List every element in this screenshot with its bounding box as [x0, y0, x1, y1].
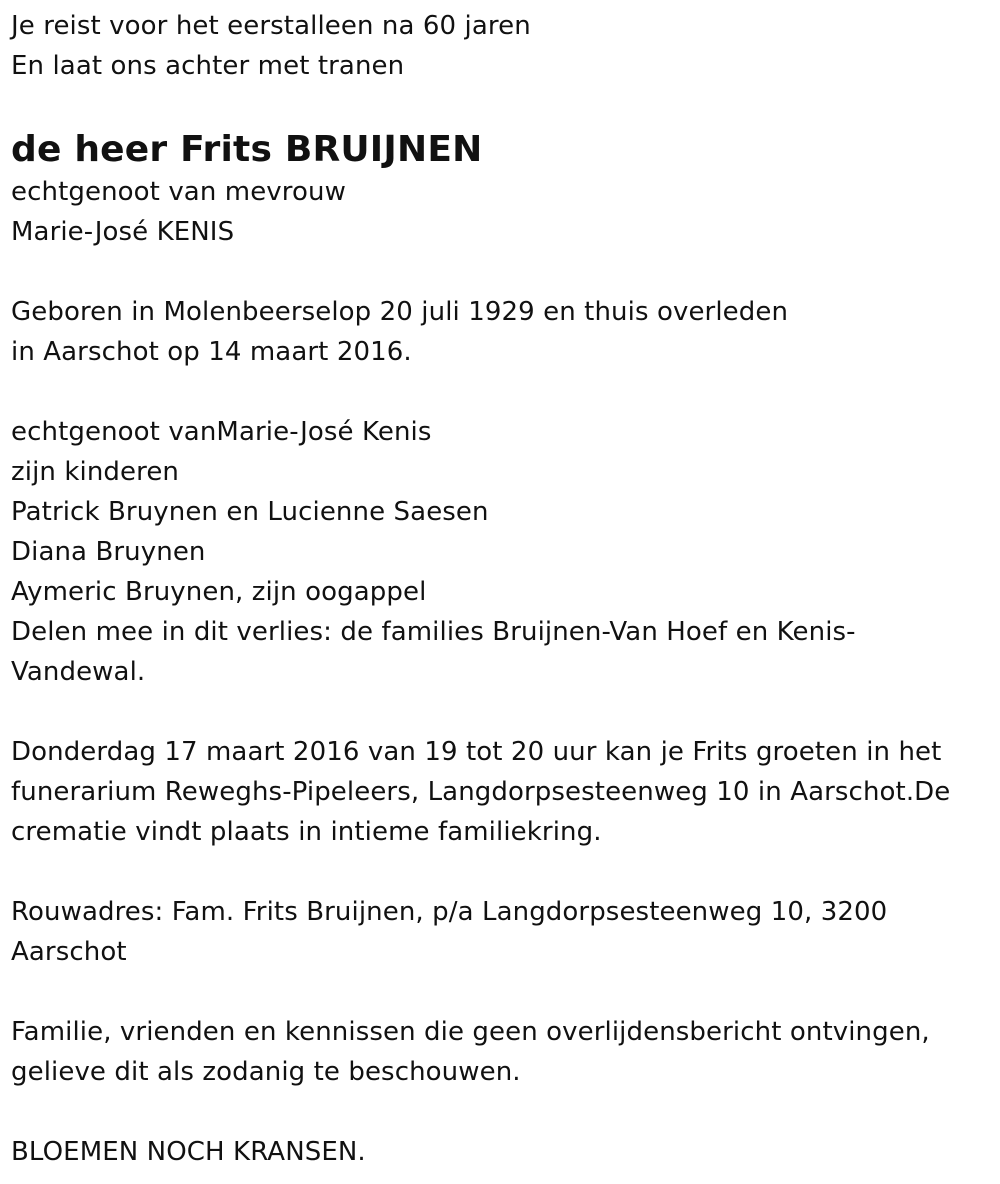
spacer — [11, 972, 986, 1012]
viewing-line-1: Donderdag 17 maart 2016 van 19 tot 20 uur kan je Frits groeten in het — [11, 737, 942, 767]
family-child-2: Diana Bruynen — [11, 537, 206, 567]
poem-block — [11, 6, 986, 86]
obituary-page — [11, 6, 986, 1172]
spacer — [11, 852, 986, 892]
spouse-line-1: echtgenoot van mevrouw — [11, 177, 346, 207]
family-block — [11, 412, 986, 692]
family-share-line-1: Delen mee in dit verlies: de families Bruijnen-Van Hoef en Kenis- — [11, 617, 856, 647]
poem-line-1: Je reist voor het eerstalleen na 60 jaren — [11, 11, 531, 41]
notice-line-1: Familie, vrienden en kennissen die geen overlijdensbericht ontvingen, — [11, 1017, 930, 1047]
viewing-line-2: funerarium Reweghs-Pipeleers, Langdorpsesteenweg 10 in Aarschot.De — [11, 777, 951, 807]
spacer — [11, 252, 986, 292]
birth-death-line-1: Geboren in Molenbeerselop 20 juli 1929 en thuis overleden — [11, 297, 789, 327]
family-grandchild: Aymeric Bruynen, zijn oogappel — [11, 577, 427, 607]
spacer — [11, 1092, 986, 1132]
spouse-line-2: Marie-José KENIS — [11, 217, 235, 247]
flowers-notice: BLOEMEN NOCH KRANSEN. — [11, 1137, 366, 1167]
family-child-1: Patrick Bruynen en Lucienne Saesen — [11, 497, 489, 527]
viewing-block — [11, 732, 986, 852]
deceased-name: de heer Frits BRUIJNEN — [11, 129, 483, 170]
mourning-address-line-2: Aarschot — [11, 937, 127, 967]
poem-line-2: En laat ons achter met tranen — [11, 51, 405, 81]
spacer — [11, 372, 986, 412]
mourning-address-line-1: Rouwadres: Fam. Frits Bruijnen, p/a Langdorpsesteenweg 10, 3200 — [11, 897, 888, 927]
family-children-heading: zijn kinderen — [11, 457, 179, 487]
viewing-line-3: crematie vindt plaats in intieme familiekring. — [11, 817, 602, 847]
notice-line-2: gelieve dit als zodanig te beschouwen. — [11, 1057, 521, 1087]
notice-block — [11, 1012, 986, 1092]
spacer — [11, 692, 986, 732]
mourning-address-block — [11, 892, 986, 972]
family-share-line-2: Vandewal. — [11, 657, 146, 687]
birth-death-block — [11, 292, 986, 372]
family-spouse: echtgenoot vanMarie-José Kenis — [11, 417, 432, 447]
birth-death-line-2: in Aarschot op 14 maart 2016. — [11, 337, 412, 367]
spouse-block — [11, 172, 986, 252]
